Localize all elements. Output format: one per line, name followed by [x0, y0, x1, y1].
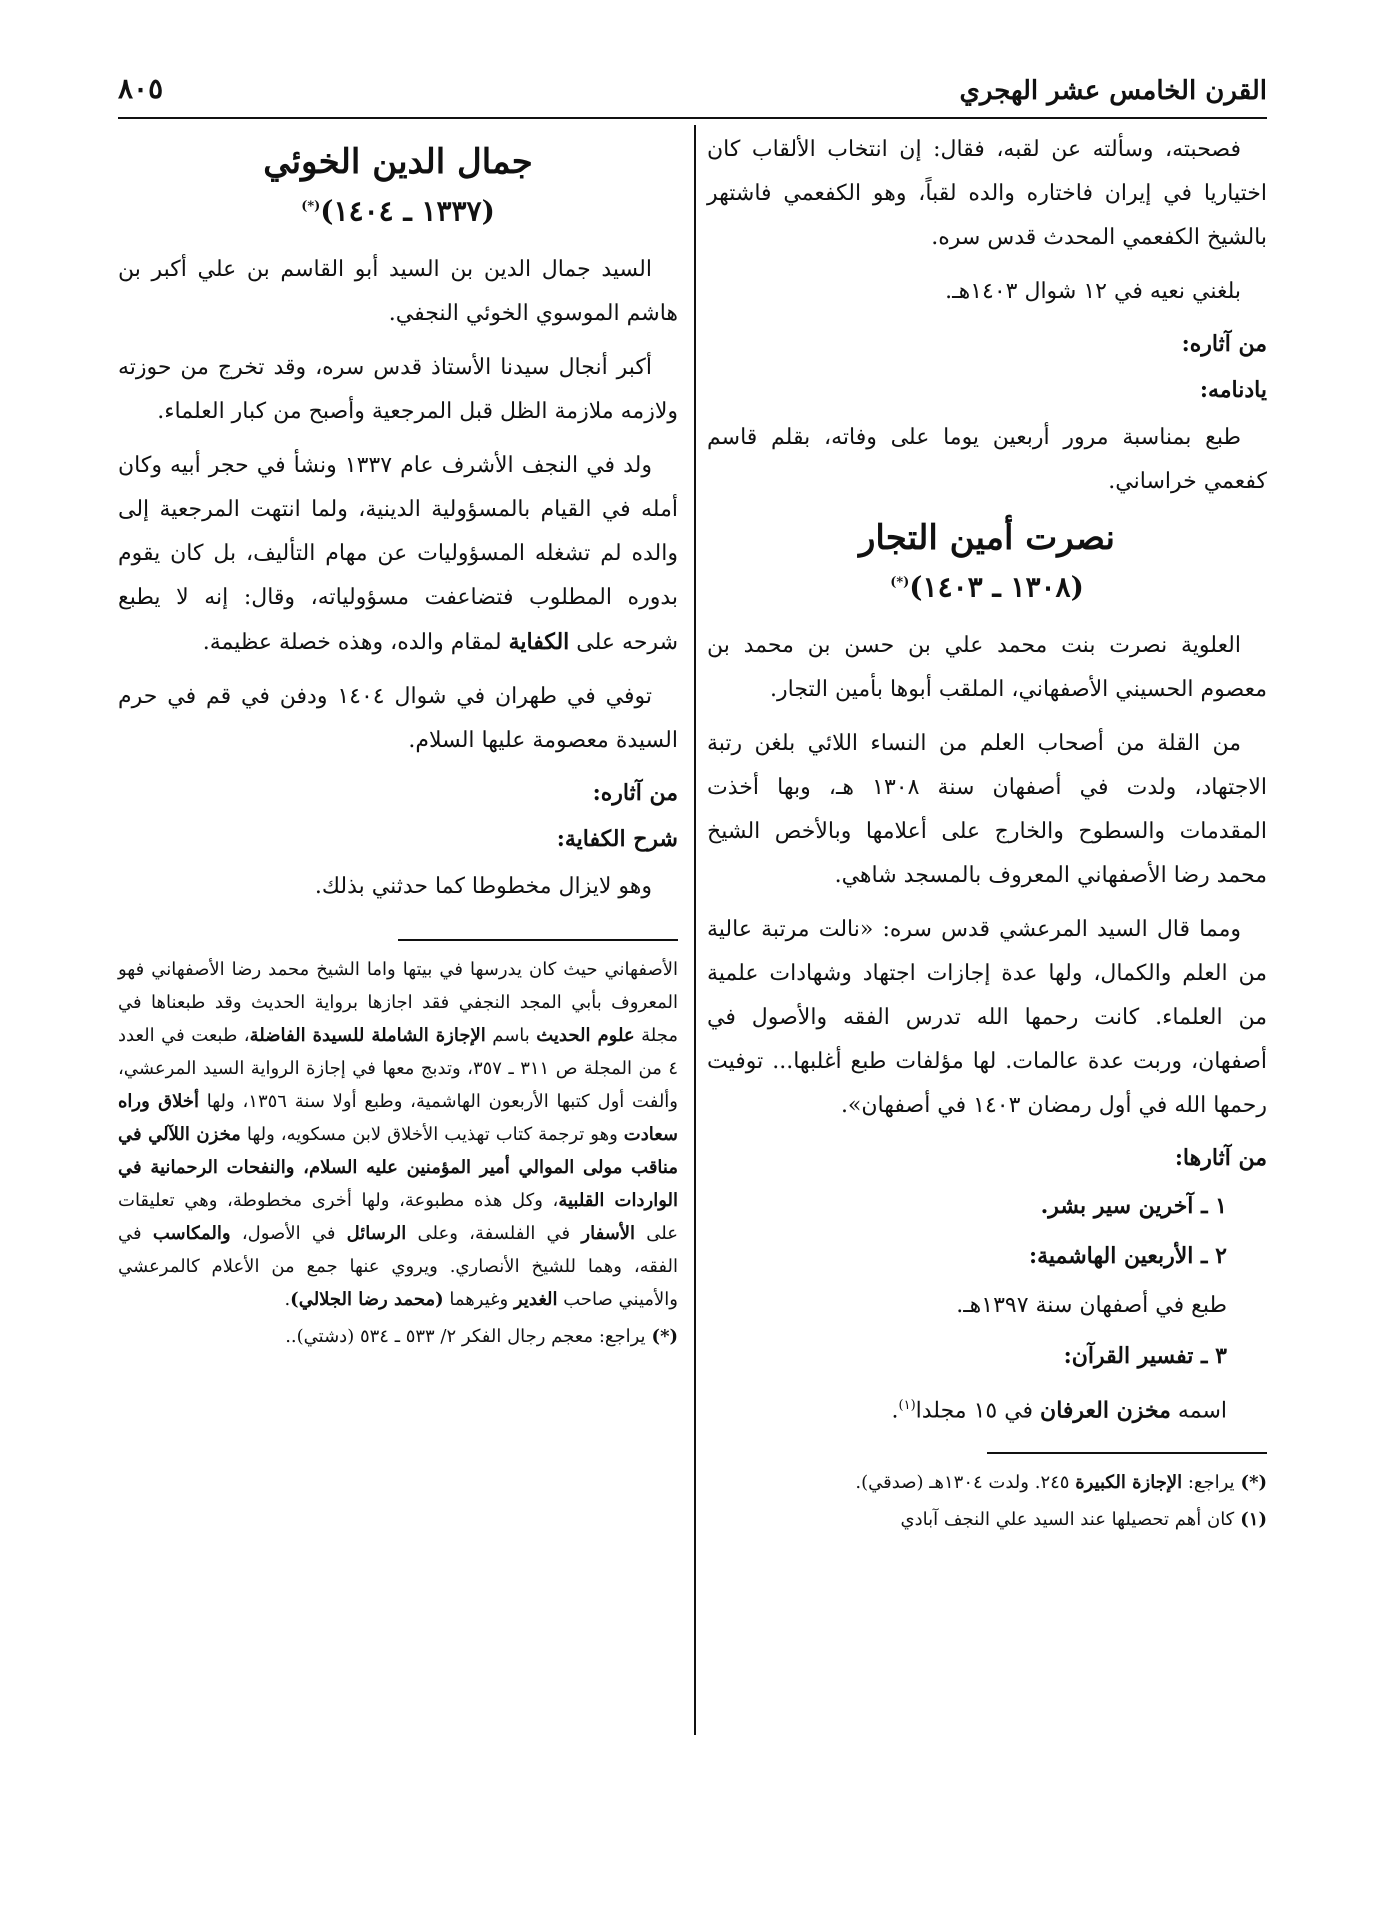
biography-dates	[118, 186, 678, 232]
text: في الفقه، وهما للشيخ الأنصاري. ويروي عنها جمع من الأعلام كالمرعشي والأميني صاحب	[118, 1223, 678, 1311]
biography-paragraph-2: من القلة من أصحاب العلم من النساء اللائي بلغن رتبة الاجتهاد، ولدت في أصفهان سنة ١٣٠٨ هـ، وبها أخذت المقدمات والسطوح والخارج على أعلامها وبالأخص الشيخ محمد رضا الأصفهاني المعروف بالمسجد شاهي.	[707, 731, 1267, 889]
footnote	[707, 1466, 1267, 1499]
page-number: ٨٠٥	[118, 72, 164, 105]
biography-paragraph-3	[118, 444, 678, 665]
intro-paragraph-2: بلغني نعيه في ١٢ شوال ١٤٠٣هـ.	[945, 279, 1241, 304]
text: يراجع:	[1182, 1471, 1235, 1493]
text: وهو ترجمة كتاب تهذيب الأخلاق لابن مسكويه، ولها	[240, 1124, 624, 1146]
book-title: الكفاية	[508, 629, 570, 656]
right-column	[707, 128, 1267, 1540]
text: اسمه	[1170, 1398, 1227, 1424]
footnote-rule	[987, 1452, 1267, 1454]
footnote-mark: (*)	[651, 1326, 678, 1348]
footnote	[118, 1320, 678, 1353]
works-list-item: ٣ ـ تفسير القرآن:	[1063, 1343, 1227, 1370]
biography-title: نصرت أمين التجار	[859, 518, 1115, 558]
running-title: القرن الخامس عشر الهجري	[959, 76, 1267, 106]
footnote	[707, 1503, 1267, 1536]
biography-paragraph-3: ومما قال السيد المرعشي قدس سره: «نالت مرتبة عالية من العلم والكمال، ولها عدة إجازات اجتهاد وشهادات علمية من العلماء. كانت رحمها الله تدرس الفقه والأصول في أصفهان، وربت عدة عالمات. لها مؤلفات طبع أغلبها... توفيت رحمها الله في أول رمضان ١٤٠٣ في أصفهان».	[707, 917, 1267, 1119]
text: وغيرهما	[443, 1289, 514, 1311]
works-list-item-desc	[707, 1384, 1267, 1433]
book-title: الغدير	[513, 1289, 558, 1311]
text: في الفلسفة، وعلى	[406, 1223, 582, 1245]
dates-text: (١٣٠٨ ـ ١٤٠٣)	[909, 570, 1084, 604]
book-title: أخلاق وراه سعادت	[118, 1091, 678, 1146]
biography-title: جمال الدين الخوئي	[263, 142, 533, 182]
dates-text: (١٣٣٧ ـ ١٤٠٤)	[320, 194, 495, 228]
header-rule	[118, 117, 1267, 119]
book-title: ، والنفحات الرحمانية في الواردات القلبية	[118, 1157, 678, 1212]
book-title: مخزن اللآلي في مناقب مولى الموالي أمير المؤمنين عليه السلام	[118, 1124, 678, 1179]
works-list-item: ١ ـ آخرين سير بشر.	[1040, 1193, 1227, 1220]
work-title: شرح الكفاية:	[556, 826, 678, 853]
text: الأصفهاني حيث كان يدرسها في بيتها واما الشيخ محمد رضا الأصفهاني فهو المعروف بأبي المجد النجفي فقد اجازها برواية الحديث وقد طبعناها في مجلة	[118, 959, 679, 1047]
works-heading: من آثارها:	[1174, 1145, 1267, 1172]
work-description: وهو لايزال مخطوطا كما حدثني بذلك.	[314, 874, 652, 900]
biography-paragraph-1: السيد جمال الدين بن السيد أبو القاسم بن علي أكبر بن هاشم الموسوي الخوئي النجفي.	[118, 257, 678, 327]
intro-paragraph-1: فصحبته، وسألته عن لقبه، فقال: إن انتخاب الألقاب كان اختياريا في إيران فاختاره والده لقباً، وهو الكفعمي فاشتهر بالشيخ الكفعمي المحدث قدس سره.	[707, 137, 1267, 250]
work-description: طبع بمناسبة مرور أربعين يوما على وفاته، بقلم قاسم كفعمي خراساني.	[707, 425, 1267, 494]
text: ٢٤٥. ولدت ١٣٠٤هـ (صدقي).	[855, 1471, 1076, 1493]
text: في الأصول،	[230, 1223, 347, 1245]
works-heading: من آثاره:	[1181, 331, 1267, 357]
biography-dates	[707, 562, 1267, 608]
work-title: يادنامه:	[1199, 377, 1267, 403]
text: ، طبعت في العدد ٤ من المجلة ص ٣١١ ـ ٣٥٧، وتدبج معها في إجازة الرواية السيد المرعشي، وألفت أول كتبها الأربعون الهاشمية، وطبع أولا سنة ١٣٥٦، ولها	[118, 1025, 679, 1113]
biography-paragraph-4: توفي في طهران في شوال ١٤٠٤ ودفن في قم في حرم السيدة معصومة عليها السلام.	[118, 684, 678, 754]
text: باسم	[485, 1025, 537, 1047]
book-title: علوم الحديث	[536, 1025, 635, 1047]
text: .	[284, 1289, 291, 1311]
footnote-continuation	[118, 953, 678, 1316]
works-list-item-desc: طبع في أصفهان سنة ١٣٩٧هـ.	[956, 1293, 1227, 1319]
text: كان أهم تحصيلها عند السيد علي النجف آبادي	[900, 1508, 1235, 1530]
book-title: مخزن العرفان	[1040, 1397, 1171, 1424]
author-signature: (محمد رضا الجلالي)	[290, 1289, 444, 1311]
text: لمقام والده، وهذه خصلة عظيمة.	[202, 630, 509, 656]
book-title: الرسائل	[346, 1223, 407, 1245]
book-title: والمكاسب	[152, 1223, 231, 1245]
text: في ١٥ مجلدا	[915, 1398, 1041, 1424]
footnote-rule	[398, 939, 678, 941]
text: ولد في النجف الأشرف عام ١٣٣٧ ونشأ في حجر أبيه وكان أمله في القيام بالمسؤولية الدينية، ولما انتهت المرجعية إلى والده لم تشغله المسؤوليات عن مهام التأليف، بل كان يقوم بدوره المطلوب فتضاعفت مسؤولياته، وقال: إنه لا يطبع شرحه على	[118, 453, 678, 656]
text: يراجع: معجم رجال الفكر ٢/ ٥٣٣ ـ ٥٣٤ (دشتي)..	[285, 1326, 646, 1348]
text: .	[891, 1398, 899, 1424]
footnote-ref: (١)	[898, 1398, 916, 1414]
biography-paragraph-1: العلوية نصرت بنت محمد علي بن حسن بن محمد بن معصوم الحسيني الأصفهاني، الملقب أبوها بأمين التجار.	[707, 633, 1267, 703]
footnote-ref: (*)	[890, 575, 910, 590]
biography-paragraph-2: أكبر أنجال سيدنا الأستاذ قدس سره، وقد تخرج من حوزته ولازمه ملازمة الظل قبل المرجعية وأصبح من كبار العلماء.	[118, 355, 678, 425]
left-column	[118, 128, 678, 1357]
works-heading: من آثاره:	[592, 780, 678, 807]
text: ، وكل هذه مطبوعة، ولها أخرى مخطوطة، وهي تعليقات على	[118, 1190, 678, 1245]
page-header	[118, 72, 1267, 122]
footnote-ref: (*)	[301, 199, 321, 214]
footnote-mark: (*)	[1240, 1471, 1267, 1493]
works-list-item: ٢ ـ الأربعين الهاشمية:	[1028, 1243, 1227, 1270]
book-title: الأسفار	[581, 1223, 636, 1245]
column-divider	[694, 125, 696, 1735]
book-title: الإجازة الشاملة للسيدة الفاضلة	[249, 1025, 486, 1047]
book-title: الإجازة الكبيرة	[1075, 1471, 1183, 1493]
footnote-mark: (١)	[1240, 1508, 1267, 1530]
